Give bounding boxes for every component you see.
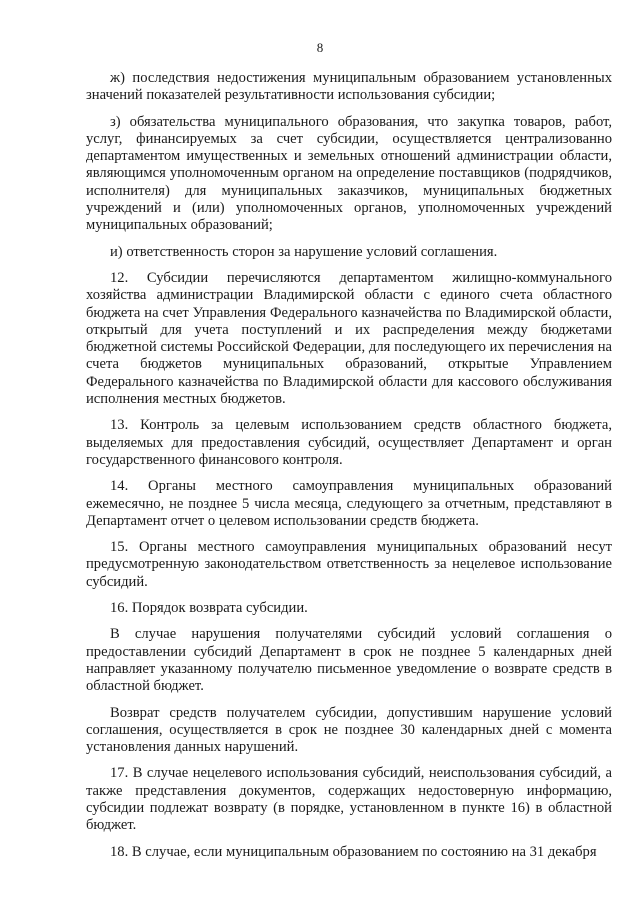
paragraph-18: 18. В случае, если муниципальным образованием по состоянию на 31 декабря <box>110 843 597 860</box>
paragraph-16-return: Возврат средств получателем субсидии, допустившим нарушение условий соглашения, осуществляется в срок не позднее 30 календарных дней с момента установления данных нарушений. <box>86 704 612 756</box>
document-body <box>86 70 612 870</box>
paragraph-13: 13. Контроль за целевым использованием средств областного бюджета, выделяемых для предоставления субсидий, осуществляет Департамент и орган государственного финансового контроля. <box>86 417 612 468</box>
paragraph-15: 15. Органы местного самоуправления муниципальных образований несут предусмотренную законодательством ответственность за нецелевое использование субсидий. <box>86 539 612 590</box>
paragraph-17: 17. В случае нецелевого использования субсидий, неиспользования субсидий, а также представления документов, содержащих недостоверную информацию, субсидии подлежат возврату (в порядке, установленном в пункте 16) в областной бюджет. <box>86 765 612 834</box>
paragraph-item-z: з) обязательства муниципального образования, что закупка товаров, работ, услуг, финансируемых за счет субсидии, осуществляется централизованно департаментом имущественных и земельных отношений администрации области, являющимся уполномоченным органом на определение поставщиков (подрядчиков, исполнителя) для муниципальных заказчиков, муниципальных бюджетных учреждений и (или) уполномоченных органов, уполномоченных учреждений муниципальных образований; <box>86 113 612 234</box>
paragraph-item-zh: ж) последствия недостижения муниципальным образованием установленных значений показателей результативности использования субсидии; <box>86 70 612 104</box>
paragraph-14: 14. Органы местного самоуправления муниципальных образований ежемесячно, не позднее 5 числа месяца, следующего за отчетным, представляют в Департамент отчет о целевом использовании средств бюджета. <box>86 478 612 529</box>
paragraph-16-heading: 16. Порядок возврата субсидии. <box>110 600 308 617</box>
page-number: 8 <box>316 40 324 55</box>
paragraph-item-i: и) ответственность сторон за нарушение условий соглашения. <box>110 243 498 260</box>
paragraph-12: 12. Субсидии перечисляются департаментом жилищно-коммунального хозяйства администрации Владимирской области с единого счета областного бюджета на счет Управления Федерального казначейства по Владимирской области, открытый для учета поступлений и их распределения между бюджетами бюджетной системы Российской Федерации, для последующего их перечисления на счета бюджетов муниципальных образований, открытые Управлением Федерального казначейства по Владимирской области для кассового обслуживания исполнения местных бюджетов. <box>86 269 612 408</box>
paragraph-16-notice: В случае нарушения получателями субсидий условий соглашения о предоставлении субсидий Департамент в срок не позднее 5 календарных дней направляет указанному получателю письменное уведомление о возврате средств в областной бюджет. <box>86 626 612 695</box>
